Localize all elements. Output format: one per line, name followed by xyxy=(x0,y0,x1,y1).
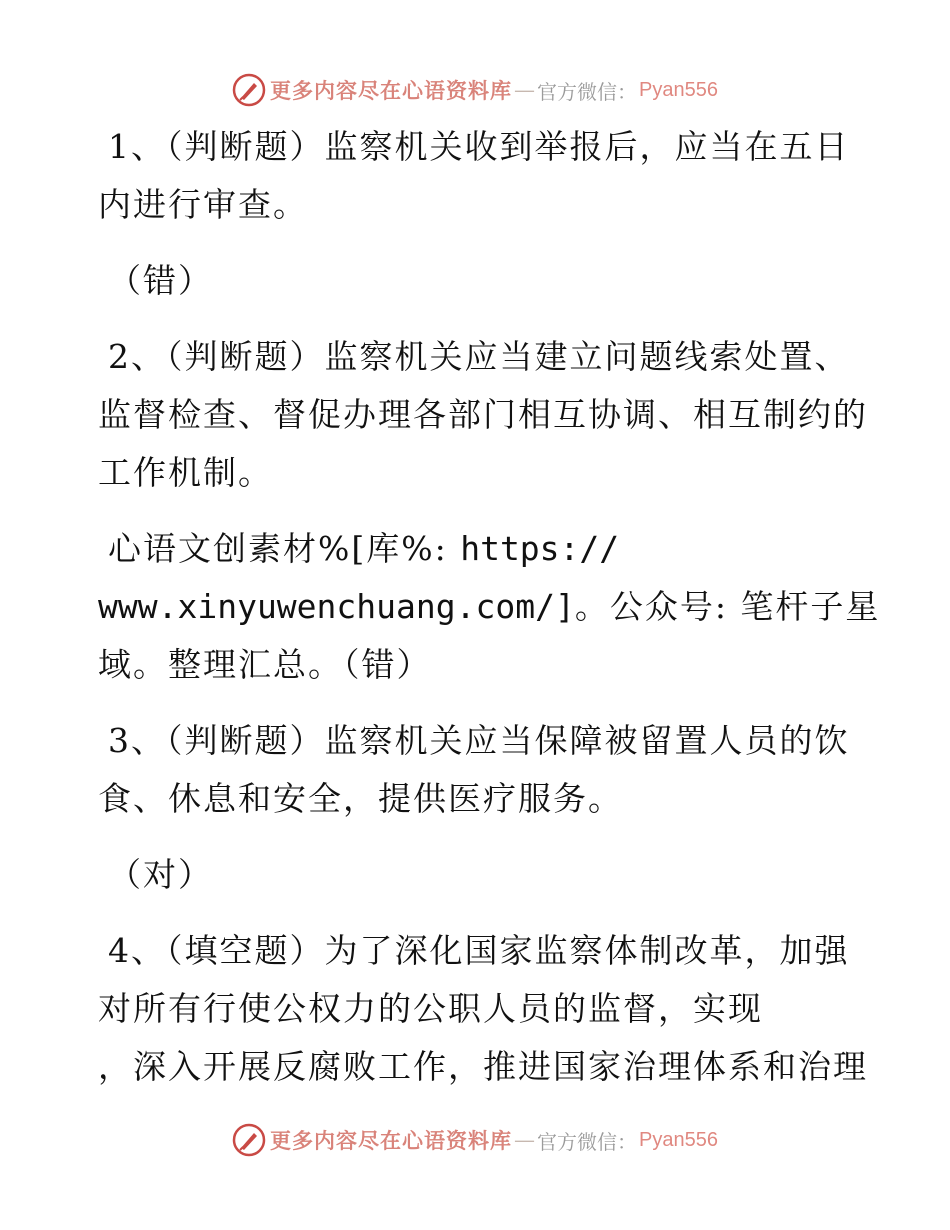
header-wechat-id: Pyan556 xyxy=(639,78,718,101)
answer-3-text: （对） xyxy=(108,855,213,894)
question-2-line-1: 2、（判断题）监察机关应当建立问题线索处置、 xyxy=(108,337,850,376)
question-2-line-3: 工作机制。 xyxy=(98,453,273,492)
question-3-line-2: 食、休息和安全，提供医疗服务。 xyxy=(98,779,623,818)
source-note-label: 心语文创素材%[库%: xyxy=(108,529,461,568)
header-banner-text: 更多内容尽在心语资料库 xyxy=(270,78,513,103)
source-note-url: www.xinyuwenchuang.com/] xyxy=(98,587,575,626)
source-note-line-3: 域。整理汇总。（错） xyxy=(98,645,432,684)
question-4-line-2: 对所有行使公权力的公职人员的监督，实现 xyxy=(98,989,763,1028)
quill-logo-icon xyxy=(232,73,266,107)
question-1 xyxy=(98,118,858,234)
source-note-line-1 xyxy=(98,520,858,578)
source-note-account: 。公众号: 笔杆子星 xyxy=(574,587,881,626)
question-4-line-1: 4、（填空题）为了深化国家监察体制改革，加强 xyxy=(108,931,850,970)
question-4 xyxy=(98,922,868,1096)
footer-banner-dash: — xyxy=(514,1128,536,1152)
question-2 xyxy=(98,328,868,502)
answer-3 xyxy=(98,846,858,904)
source-note xyxy=(98,520,881,694)
source-note-line-2 xyxy=(98,578,881,636)
question-2-line-2: 监督检查、督促办理各部门相互协调、相互制约的 xyxy=(98,395,868,434)
footer-wechat-label: 官方微信： xyxy=(537,1129,638,1154)
quill-logo-icon xyxy=(232,1123,266,1157)
question-4-line-3: ，深入开展反腐败工作，推进国家治理体系和治理 xyxy=(98,1047,868,1086)
footer-banner xyxy=(0,1120,950,1160)
footer-wechat-id: Pyan556 xyxy=(639,1128,718,1151)
document-body xyxy=(98,118,881,1114)
header-banner-dash: — xyxy=(514,78,536,102)
source-note-url-prefix: https:// xyxy=(460,529,620,568)
question-1-line-1: 1、（判断题）监察机关收到举报后，应当在五日 xyxy=(108,127,850,166)
question-1-line-2: 内进行审查。 xyxy=(98,185,308,224)
header-banner xyxy=(0,70,950,110)
header-wechat-label: 官方微信： xyxy=(537,79,638,104)
answer-1-text: （错） xyxy=(108,261,213,300)
question-3 xyxy=(98,712,858,828)
answer-1 xyxy=(98,252,858,310)
footer-banner-text: 更多内容尽在心语资料库 xyxy=(270,1128,513,1153)
question-3-line-1: 3、（判断题）监察机关应当保障被留置人员的饮 xyxy=(108,721,850,760)
